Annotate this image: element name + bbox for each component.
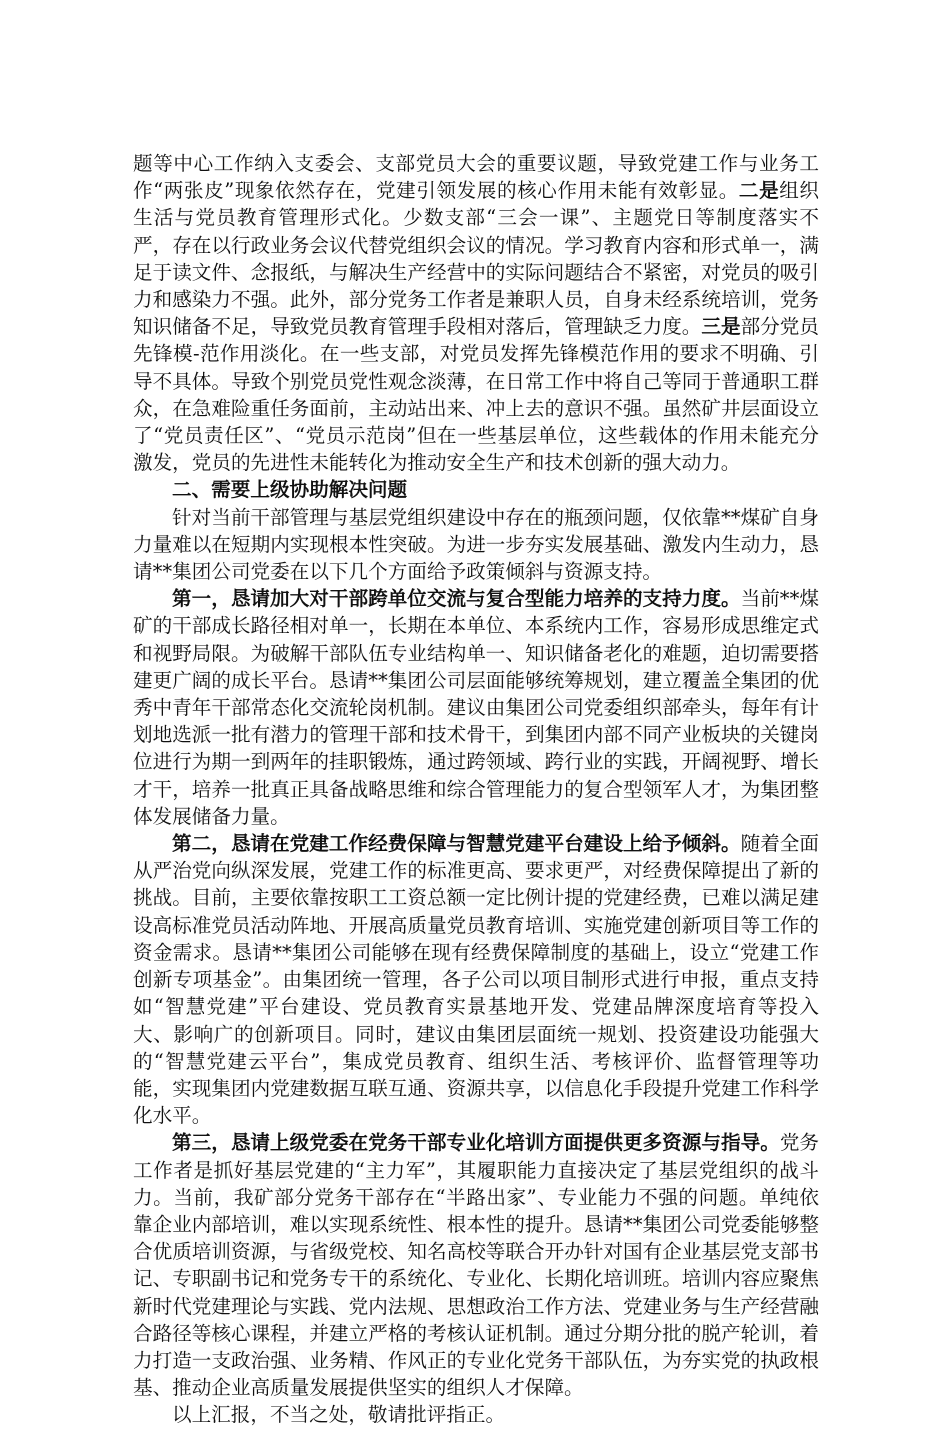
paragraph-text: 随着全面从严治党向纵深发展，党建工作的标准更高、要求更严，对经费保障提出了新的挑战。目前，主要依靠按职工工资总额一定比例计提的党建经费，已难以满足建设高标准党员活动阵地、开展高质量党员教育培训、实施党建创新项目等工作的资金需求。恳请**集团公司能够在现有经费保障制度的基础上，设立“党建工作创新专项基金”。由集团统一管理，各子公司以项目制形式进行申报，重点支持如“智慧党建”平台建设、党员教育实景基地开发、党建品牌深度培育等投入大、影响广的创新项目。同时，建议由集团层面统一规划、投资建设功能强大的“智慧党建云平台”，集成党员教育、组织生活、考核评价、监督管理等功能，实现集团内党建数据互联互通、资源共享，以信息化手段提升党建工作科学化水平。 xyxy=(133,832,820,1128)
paragraph-request-first xyxy=(133,585,819,830)
paragraph-text: 组织生活与党员教育管理形式化。少数支部“三会一课”、主题党日等制度落实不严，存在以行政业务会议代替党组织会议的情况。学习教育内容和形式单一，满足于读文件、念报纸，与解决生产经营中的实际问题结合不紧密，对党员的吸引力和感染力不强。此外，部分党务工作者是兼职人员，自身未经系统培训，党务知识储备不足，导致党员教育管理手段相对落后，管理缺乏力度。 xyxy=(133,179,819,339)
paragraph-intro: 针对当前干部管理与基层党组织建设中存在的瓶颈问题，仅依靠**煤矿自身力量难以在短期内实现根本性突破。为进一步夯实发展基础、激发内生动力，恳请**集团公司党委在以下几个方面给予政策倾斜与资源支持。 xyxy=(133,505,819,584)
section-heading: 二、需要上级协助解决问题 xyxy=(172,478,408,502)
paragraph-text: 部分党员先锋模-范作用淡化。在一些支部，对党员发挥先锋模范作用的要求不明确、引导不具体。导致个别党员党性观念淡薄，在日常工作中将自己等同于普通职工群众，在急难险重任务面前，主动站出来、冲上去的意识不强。虽然矿井层面设立了“党员责任区”、“党员示范岗”但在一些基层单位，这些载体的作用未能充分激发，党员的先进性未能转化为推动安全生产和技术创新的强大动力。 xyxy=(133,315,820,475)
paragraph-request-second xyxy=(133,830,819,1129)
document-page xyxy=(133,150,819,1429)
paragraph-text: 党务工作者是抓好基层党建的“主力军”，其履职能力直接决定了基层党组织的战斗力。当前，我矿部分党务干部存在“半路出家”、专业能力不强的问题。单纯依靠企业内部培训，难以实现系统性、根本性的提升。恳请**集团公司党委能够整合优质培训资源，与省级党校、知名高校等联合开办针对国有企业基层党支部书记、专职副书记和党务专干的系统化、专业化、长期化培训班。培训内容应聚焦新时代党建理论与实践、党内法规、思想政治工作方法、党建业务与生产经营融合路径等核心课程，并建立严格的考核认证机制。通过分期分批的脱产轮训，着力打造一支政治强、业务精、作风正的专业化党务干部队伍，为夯实党的执政根基、推动企业高质量发展提供坚实的组织人才保障。 xyxy=(133,1131,820,1400)
paragraph-request-third xyxy=(133,1129,819,1401)
lead-phrase-second: 二是 xyxy=(738,179,780,203)
paragraph-text: 当前**煤矿的干部成长路径相对单一，长期在本单位、本系统内工作，容易形成思维定式和视野局限。为破解干部队伍专业结构单一、知识储备老化的难题，迫切需要搭建更广阔的成长平台。恳请**集团公司层面能够统筹规划，建立覆盖全集团的优秀中青年干部常态化交流轮岗机制。建议由集团公司党委组织部牵头，每年有计划地选派一批有潜力的管理干部和技术骨干，到集团内部不同产业板块的关键岗位进行为期一到两年的挂职锻炼，通过跨领域、跨行业的实践，开阔视野、增长才干，培养一批真正具备战略思维和综合管理能力的复合型领军人才，为集团整体发展储备力量。 xyxy=(133,587,820,828)
paragraph-text: 题等中心工作纳入支委会、支部党员大会的重要议题，导致党建工作与业务工作“两张皮”现象依然存在，党建引领发展的核心作用未能有效彰显。 xyxy=(133,152,819,203)
lead-sentence: 第三，恳请上级党委在党务干部专业化培训方面提供更多资源与指导。 xyxy=(172,1131,780,1155)
lead-phrase-third: 三是 xyxy=(701,315,741,339)
paragraph-problems-continued xyxy=(133,150,819,476)
lead-sentence: 第二，恳请在党建工作经费保障与智慧党建平台建设上给予倾斜。 xyxy=(172,832,741,856)
lead-sentence: 第一，恳请加大对干部跨单位交流与复合型能力培养的支持力度。 xyxy=(172,587,741,611)
paragraph-closing: 以上汇报，不当之处，敬请批评指正。 xyxy=(172,1403,506,1427)
